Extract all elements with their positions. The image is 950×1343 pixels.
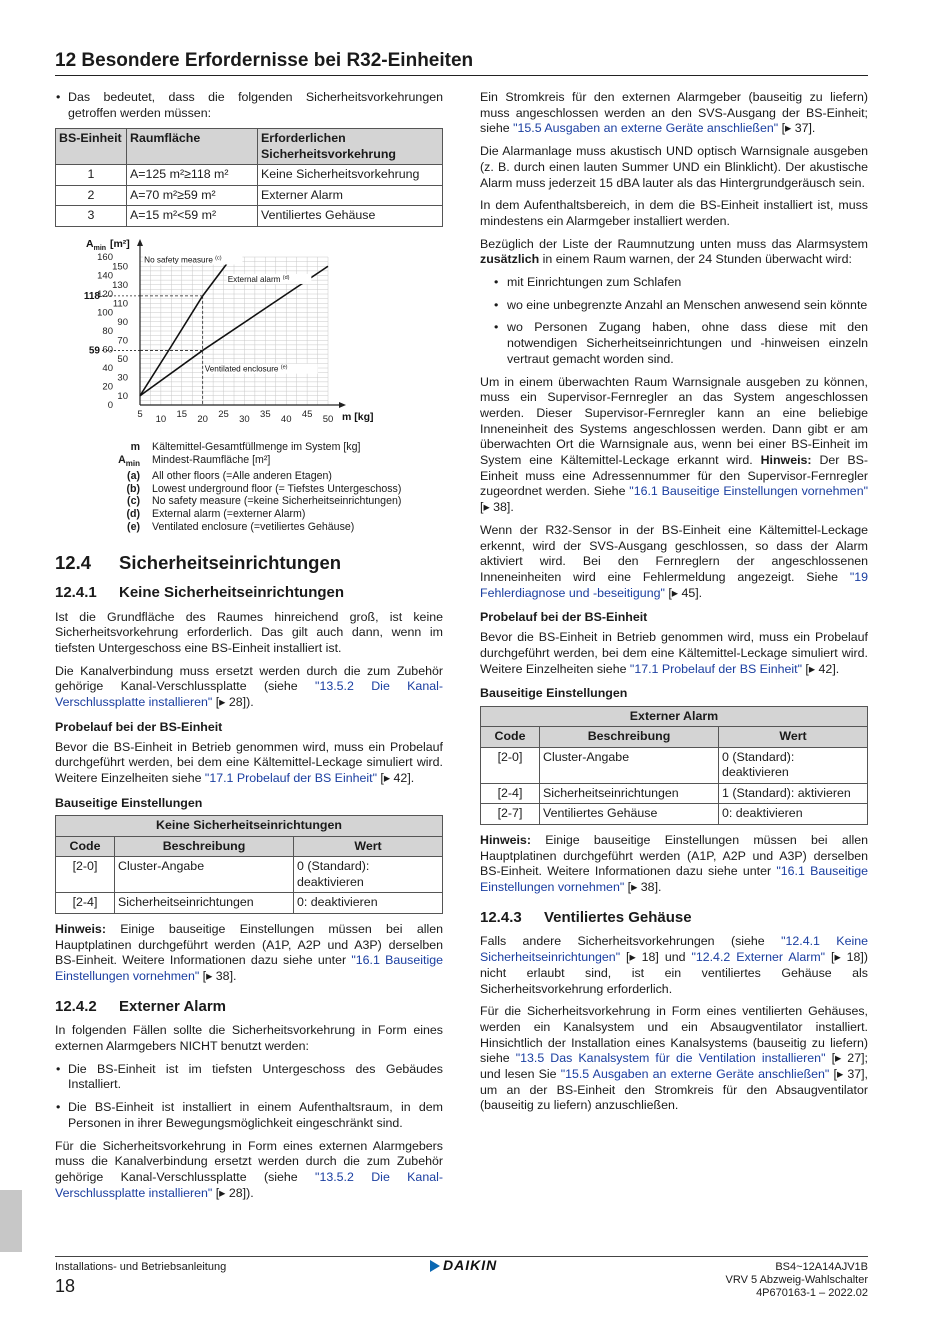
paragraph <box>480 375 868 516</box>
area-table-header-area: Raumfläche <box>127 129 258 165</box>
table-cell: Cluster-Angabe <box>540 747 719 783</box>
paragraph <box>480 523 868 602</box>
table-row <box>56 857 443 893</box>
paragraph: In folgenden Fällen sollte die Sicherheitsvorkehrung in Form eines externen Alarmgebers NICHT benutzt werden: <box>55 1023 443 1054</box>
table-header: Code <box>481 727 540 748</box>
x-tick-label: 45 <box>301 408 313 420</box>
legend-text: No safety measure (=keine Sicherheitseinrichtungen) <box>152 495 402 508</box>
text: Falls andere Sicherheitsvorkehrungen (siehe <box>480 934 782 949</box>
legend-key-main: A <box>118 453 126 466</box>
y-tick-label: 70 <box>117 335 128 347</box>
side-tab-marker <box>0 1190 22 1252</box>
y-axis-arrow <box>137 239 143 246</box>
region-label-ref: (d) <box>282 274 290 281</box>
table-row <box>56 893 443 914</box>
table-cell: A=70 m²≥59 m² <box>127 185 258 206</box>
section-heading-12-4 <box>55 552 443 574</box>
cross-reference-link[interactable]: "19 Fehlerdiagnose und -beseitigung" <box>480 569 868 600</box>
text: [▸ 27]; und lesen Sie <box>480 1051 868 1082</box>
text: [▸ 28]). <box>212 695 254 710</box>
text: Für die Sicherheitsvorkehrung in Form eines externen Alarmgebers muss die Kanalverbindung ersetzt werden durch die zum Zubehör gehörige Kanal-Verschlussplatte (siehe <box>55 1138 443 1184</box>
cross-reference-link[interactable]: "16.1 Bauseitige Einstellungen vornehmen" <box>55 953 443 983</box>
highlight-value-label: 118 <box>83 290 100 302</box>
y-tick-label: 100 <box>97 307 113 319</box>
paragraph <box>55 664 443 711</box>
left-column <box>55 90 443 1208</box>
cross-reference-link[interactable]: "15.5 Ausgaben an externe Geräte anschließen" <box>513 121 779 136</box>
table-cell: Externer Alarm <box>258 185 443 206</box>
text: Einige bauseitige Einstellungen müssen bei allen Hauptplatinen durchgeführt werden (A1P, A2P und A3P) derselben BS-Einheit. Weitere Informationen dazu siehe unter <box>55 921 443 968</box>
region-label: External alarm $^{(d)}$ <box>227 274 290 284</box>
table-row <box>56 206 443 227</box>
settings-heading: Bauseitige Einstellungen <box>55 795 203 810</box>
cross-reference-link[interactable]: "12.4.1 Keine Sicherheitseinrichtungen" <box>480 934 868 965</box>
text: [▸ 37]. <box>778 121 816 136</box>
right-column <box>480 90 868 1121</box>
legend-key: (b) <box>126 482 140 495</box>
paragraph <box>480 630 868 677</box>
text: [▸ 45]. <box>664 585 703 600</box>
legend-row <box>55 441 443 454</box>
intro-list <box>55 90 443 121</box>
text: Bevor die BS-Einheit in Betrieb genommen wird, muss ein Probelauf durchgeführt werden, bei dem eine Kältemittel-Leckage simuliert wird. Weitere Einzelheiten siehe <box>480 630 868 676</box>
note-paragraph <box>55 922 443 985</box>
note-label: Hinweis: <box>480 832 531 847</box>
text: Bevor die BS-Einheit in Betrieb genommen wird, muss ein Probelauf durchgeführt werden, bei dem eine Kältemittel-Leckage simuliert wird. Weitere Einzelheiten siehe <box>55 739 443 785</box>
table-cell: 0: deaktivieren <box>294 893 443 914</box>
area-chart <box>55 235 443 435</box>
legend-text: Ventilated enclosure (=vetiliertes Gehäuse) <box>152 520 355 533</box>
probe-heading: Probelauf bei der BS-Einheit <box>480 610 648 625</box>
legend-text: Lowest underground floor (= Tiefstes Untergeschoss) <box>152 482 402 495</box>
table-cell: Sicherheitseinrichtungen <box>115 893 294 914</box>
table-cell: Keine Sicherheitsvorkehrung <box>258 165 443 186</box>
table-cell: Ventiliertes Gehäuse <box>540 804 719 825</box>
table-header: Wert <box>294 836 443 857</box>
subsection-number: 12.4.2 <box>55 997 97 1015</box>
table-row <box>56 165 443 186</box>
cross-reference-link[interactable]: "13.5.2 Die Kanal-Verschlussplatte installieren" <box>55 1169 443 1200</box>
table-cell: 1 <box>56 165 127 186</box>
cross-reference-link[interactable]: "16.1 Bauseitige Einstellungen vornehmen" <box>480 864 868 895</box>
legend-row <box>55 521 443 534</box>
legend-key: (d) <box>126 507 140 520</box>
bullet-list <box>480 275 868 368</box>
settings-table-no-safety <box>55 815 443 914</box>
x-tick-label: 50 <box>322 413 334 425</box>
legend-text: External alarm (=externer Alarm) <box>152 507 306 520</box>
y-tick-label: 140 <box>97 270 113 282</box>
table-cell: 3 <box>56 206 127 227</box>
region-label-ref: (c) <box>215 255 222 262</box>
legend-row <box>55 454 443 471</box>
legend-text: All other floors (=Alle anderen Etagen) <box>152 470 332 483</box>
x-tick-label: 10 <box>155 413 167 425</box>
paragraph <box>55 1139 443 1202</box>
subsection-heading-12-4-1 <box>55 585 443 601</box>
table-cell: 2 <box>56 185 127 206</box>
legend-row <box>55 495 443 508</box>
y-axis-label-unit: [m²] <box>107 237 130 250</box>
area-table-header-measure: Erforderlichen Sicherheitsvorkehrung <box>258 129 443 165</box>
note-paragraph <box>480 833 868 896</box>
footer-product: VRV 5 Abzweig-Wahlschalter <box>725 1274 868 1286</box>
list-item: • Die BS-Einheit ist im tiefsten Untergeschoss des Gebäudes Installiert. <box>55 1062 443 1093</box>
x-tick-label: 25 <box>218 408 229 420</box>
subsection-title: Keine Sicherheitseinrichtungen <box>119 583 345 601</box>
y-tick-label: 130 <box>112 279 128 291</box>
text: in einem Raum warnen, der 24 Stunden überwacht wird: <box>539 252 852 267</box>
subsection-title: Ventiliertes Gehäuse <box>544 908 692 926</box>
paragraph <box>480 90 868 137</box>
y-tick-label: 40 <box>102 362 113 374</box>
cross-reference-link[interactable]: "17.1 Probelauf der BS Einheit" <box>629 661 802 676</box>
list-item: • wo eine unbegrenzte Anzahl an Menschen anwesend sein könnte <box>480 298 868 314</box>
area-table-header-unit: BS-Einheit <box>56 129 127 165</box>
table-header: Code <box>56 836 115 857</box>
area-table <box>55 128 443 227</box>
subsection-number: 12.4.1 <box>55 583 97 601</box>
cross-reference-link[interactable]: "13.5 Das Kanalsystem für die Ventilation installieren" <box>515 1051 826 1066</box>
legend-key: (c) <box>127 495 140 508</box>
table-caption: Externer Alarm <box>481 706 868 727</box>
table-header: Beschreibung <box>540 727 719 748</box>
table-cell: 1 (Standard): aktivieren <box>719 783 868 804</box>
text: Der BS-Einheit muss eine Adressennummer für den Supervisor-Fernregler zugeordnet werden. Siehe <box>480 453 868 499</box>
text: Um in einem überwachten Raum Warnsignale ausgeben zu können, muss ein Supervisor-Fernregler an das System angeschlossen werden. Dieser Supervisor-Fernregler kann an eine beliebige Inneneinheit des Systems angeschlossen werden. Dann gibt er am überwachten Ort die Warnsignale aus, wenn bei einer BS-Einheit im System eine Kältemittel-Leckage erkannt wird. <box>480 374 868 468</box>
highlight-value-label: 59 <box>88 345 100 357</box>
x-tick-label: 15 <box>176 408 188 420</box>
footer-model: BS4~12A14AJV1B <box>775 1261 868 1273</box>
text: [▸ 28]). <box>212 1185 254 1200</box>
text: [▸ 18] und <box>620 950 692 965</box>
table-cell: [2-0] <box>481 747 540 783</box>
table-cell: Cluster-Angabe <box>115 857 294 893</box>
daikin-logo: DAIKIN <box>430 1257 497 1273</box>
paragraph: In dem Aufenthaltsbereich, in dem die BS-Einheit installiert ist, muss mindestens ein Alarmgeber installiert werden. <box>480 198 868 228</box>
legend-row <box>55 508 443 521</box>
table-cell: [2-4] <box>56 893 115 914</box>
x-axis-label: m [kg] <box>342 410 374 423</box>
region-label-ref: (e) <box>280 364 288 371</box>
footer-doc-number: 4P670163-1 – 2022.02 <box>756 1287 868 1299</box>
cross-reference-link[interactable]: "13.5.2 Die Kanal-Verschlussplatte installieren" <box>55 679 443 710</box>
x-tick-label: 20 <box>197 413 208 425</box>
footer-document-info <box>726 1261 868 1300</box>
x-tick-label: 5 <box>137 408 143 420</box>
legend-key <box>55 454 152 471</box>
text: [▸ 37], um an der BS-Einheit den Stromkreis für den Absaugventilator (bauseitig zu liefern) anzuschließen. <box>480 1067 868 1113</box>
paragraph: Die Alarmanlage muss akustisch UND optisch Warnsignale ausgeben (z. B. durch einen lauten Summer UND ein Blinklicht). Der akustische Alarm muss jederzeit 15 dBA lauter als das Hintergrundgeräusch sein. <box>480 144 868 190</box>
y-tick-label: 60 <box>102 344 113 356</box>
text: [▸ 42]. <box>376 770 415 785</box>
table-cell: A=15 m²<59 m² <box>127 206 258 227</box>
paragraph: Ist die Grundfläche des Raumes hinreichend groß, ist keine Sicherheitsvorkehrung erforderlich. Das gilt auch dann, wenn im tiefsten Untergeschoss eine BS-Einheit installiert ist. <box>55 609 443 655</box>
x-tick-label: 40 <box>280 413 292 425</box>
text: Einige bauseitige Einstellungen müssen bei allen Hauptplatinen durchgeführt werden (A1P, A2P und A3P) derselben BS-Einheit. Weitere Informationen dazu siehe unter <box>480 832 868 879</box>
note-label: Hinweis: <box>55 921 106 936</box>
intro-bullet: • Das bedeutet, dass die folgenden Sicherheitsvorkehrungen getroffen werden müssen: <box>55 90 443 121</box>
legend-key: (a) <box>127 470 140 483</box>
list-item: • mit Einrichtungen zum Schlafen <box>480 275 868 291</box>
table-cell: Ventiliertes Gehäuse <box>258 206 443 227</box>
legend-text: Kältemittel-Gesamtfüllmenge im System [kg] <box>152 440 361 453</box>
text: Die Kanalverbindung muss ersetzt werden durch die zum Zubehör gehörige Kanal-Verschlussplatte (siehe <box>55 663 443 694</box>
table-row <box>481 783 868 804</box>
table-row <box>481 804 868 825</box>
table-cell: [2-7] <box>481 804 540 825</box>
table-cell: [2-4] <box>481 783 540 804</box>
list-item: • wo Personen Zugang haben, ohne dass diese mit den notwendigen Sicherheitseinrichtungen und -hinweisen einzeln vertraut gemacht worden sind. <box>480 320 868 367</box>
paragraph <box>55 740 443 787</box>
footer-document-title: Installations- und Betriebsanleitung <box>55 1261 227 1273</box>
subsection-number: 12.4.3 <box>480 908 522 926</box>
legend-key-sub: min <box>125 458 140 468</box>
emphasis: Hinweis: <box>760 453 812 468</box>
text: [▸ 18]) nicht erlaubt sind, ist ein ventiliertes Gehäuse als Sicherheitsvorkehrung erforderlich. <box>480 950 868 996</box>
subsection-heading-12-4-3 <box>480 910 868 926</box>
x-axis-arrow <box>339 402 346 408</box>
y-tick-label: 30 <box>117 372 128 384</box>
y-axis-label: $A_{min}$ [m²] <box>86 237 130 252</box>
region-label: No safety measure $^{(c)}$ <box>144 255 222 265</box>
bullet-list <box>55 1062 443 1132</box>
y-tick-label: 120 <box>97 288 113 300</box>
y-tick-label: 80 <box>102 325 113 337</box>
table-cell: Sicherheitseinrichtungen <box>540 783 719 804</box>
legend-text: Mindest-Raumfläche [m²] <box>152 453 271 466</box>
legend-key: m <box>130 440 140 453</box>
subsection-title: Externer Alarm <box>119 997 226 1015</box>
y-tick-label: 20 <box>102 381 113 393</box>
paragraph <box>480 237 868 268</box>
y-tick-label: 10 <box>117 390 128 402</box>
section-title: Sicherheitseinrichtungen <box>119 552 342 574</box>
text: Wenn der R32-Sensor in der BS-Einheit eine Kältemittel-Leckage erkennt, wird der SVS-Ausgang geschlossen, so dass der Alarm aktiviert wird. Bei den Fernreglern der angeschlossenen Inneneinheiten wird eine Fehlermeldung angezeigt. Siehe <box>480 522 868 584</box>
paragraph <box>480 934 868 997</box>
emphasis: zusätzlich <box>480 252 540 267</box>
page-number: 18 <box>55 1276 76 1296</box>
cross-reference-link[interactable]: "17.1 Probelauf der BS Einheit" <box>204 770 377 785</box>
settings-table-external-alarm <box>480 706 868 825</box>
table-cell: [2-0] <box>56 857 115 893</box>
y-tick-label: 160 <box>97 251 113 263</box>
text: Ein Stromkreis für den externen Alarmgeber (bauseitig zu liefern) muss angeschlossen werden an den SVS-Ausgang der BS-Einheit; siehe <box>480 90 868 136</box>
table-row <box>481 747 868 783</box>
subsection-heading-12-4-2 <box>55 999 443 1015</box>
text: Für die Sicherheitsvorkehrung in Form eines ventilierten Gehäuses, werden ein Kanalsystem und ein Absaugventilator installiert. Hinsichtlich der Installation eines Kanalsystems (bauseitig zu liefern) siehe <box>480 1004 868 1066</box>
legend-row <box>55 483 443 496</box>
legend-key: (e) <box>127 520 140 533</box>
paragraph <box>480 1004 868 1114</box>
y-tick-label: 150 <box>112 261 128 273</box>
table-row <box>56 185 443 206</box>
legend-row <box>55 470 443 483</box>
x-tick-label: 35 <box>260 408 271 420</box>
list-item: • Die BS-Einheit ist installiert in einem Aufenthaltsraum, in dem Personen in ihrer Bewegungsmöglichkeit eingeschränkt sind. <box>55 1100 443 1131</box>
probe-heading: Probelauf bei der BS-Einheit <box>55 719 223 734</box>
text: Bezüglich der Liste der Raumnutzung unten muss das Alarmsystem <box>480 236 868 251</box>
table-header: Beschreibung <box>115 836 294 857</box>
table-cell: A=125 m²≥118 m² <box>127 165 258 186</box>
settings-heading: Bauseitige Einstellungen <box>480 686 628 701</box>
table-header: Wert <box>719 727 868 748</box>
x-tick-label: 30 <box>239 413 250 425</box>
cross-reference-link[interactable]: "16.1 Bauseitige Einstellungen vornehmen" <box>629 484 868 499</box>
area-chart-svg <box>55 235 443 435</box>
table-cell: 0 (Standard): deaktivieren <box>294 857 443 893</box>
y-tick-label: 110 <box>112 298 128 310</box>
region-label: Ventilated enclosure $^{(e)}$ <box>204 364 288 374</box>
y-tick-label: 90 <box>117 316 128 328</box>
table-cell: 0 (Standard): deaktivieren <box>719 747 868 783</box>
y-tick-label: 50 <box>117 353 128 365</box>
page-title: 12 Besondere Erfordernisse bei R32-Einheiten <box>55 50 868 76</box>
table-caption: Keine Sicherheitseinrichtungen <box>56 816 443 837</box>
y-tick-label: 0 <box>107 399 113 411</box>
text: [▸ 38]. <box>624 880 662 895</box>
text: [▸ 38]. <box>199 968 237 983</box>
section-number: 12.4 <box>55 552 92 574</box>
y-axis-label-sub: min <box>93 244 107 252</box>
table-cell: 0: deaktivieren <box>719 804 868 825</box>
text: [▸ 38]. <box>480 500 514 515</box>
cross-reference-link[interactable]: "15.5 Ausgaben an externe Geräte anschließen" <box>560 1067 830 1082</box>
text: [▸ 42]. <box>801 661 840 676</box>
chart-legend <box>55 441 443 533</box>
cross-reference-link[interactable]: "12.4.2 Externer Alarm" <box>691 950 826 965</box>
